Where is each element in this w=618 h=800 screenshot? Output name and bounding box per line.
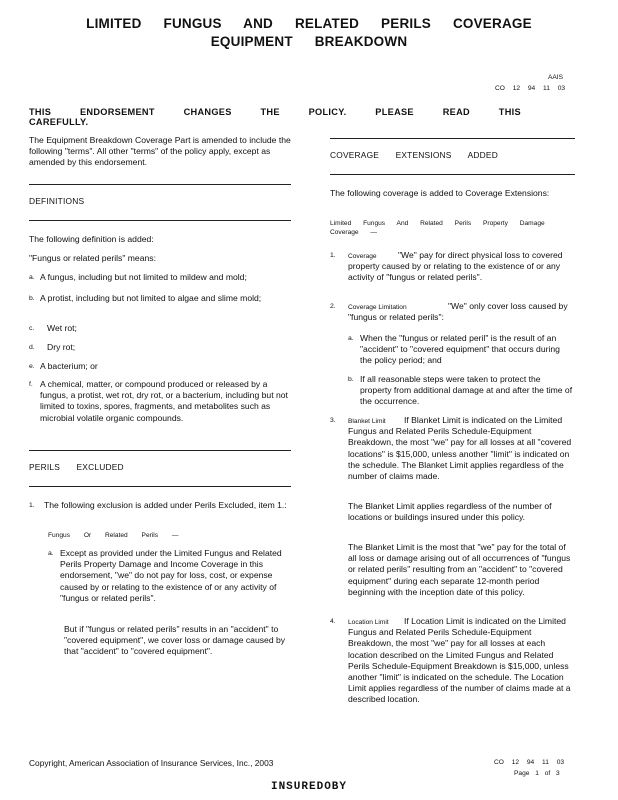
exclusion-marker: 1. [29, 502, 35, 509]
intro-paragraph: The Equipment Breakdown Coverage Part is amended to include the following "terms". All other "terms" of the policy apply, except as amended by this endorsement. [29, 135, 291, 168]
blanket-paragraph-2: The Blanket Limit applies regardless of the number of locations or buildings insured under this policy. [348, 501, 552, 523]
def-marker: f. [29, 381, 33, 388]
blanket-text: If Blanket Limit is indicated on the Limited Fungus and Related Perils Schedule-Equipment Breakdown, the most "we" pay for all losses at all "covered locations" is $15,000, unless another "limit" is indicated on the schedule. The Blanket Limit applies regardless of the number of claims made. [348, 415, 572, 482]
form-number-footer: CO 12 94 11 03 [494, 759, 565, 766]
location-text: If Location Limit is indicated on the Limited Fungus and Related Perils Schedule-Equipment Breakdown, the most "we" pay for all losses at each location described on the Limited Fungus and Related Perils Schedule-Equipment Breakdown is $15,000, unless another "limit" is indicated on the schedule. The Location Limit applies regardless of the number of claims made at a described location. [348, 616, 571, 705]
def-marker: b. [29, 295, 35, 302]
def-marker: d. [29, 344, 35, 351]
coverage-subheading: Limited Fungus And Related Perils Property Damage Coverage — [330, 220, 545, 236]
perils-excluded-heading: PERILS EXCLUDED [29, 462, 124, 472]
def-item: A fungus, including but not limited to mildew and mold; [40, 272, 247, 282]
location-label: Location Limit [348, 619, 389, 626]
coverage-added-text: The following coverage is added to Coverage Extensions: [330, 188, 550, 198]
blanket-paragraph-3: The Blanket Limit is the most that "we" pay for the total of all loss or damage arising out of all occurrences of "fungus or related perils" resulting from an "accident" to "covered equipment" during each separate 12-month period beginning with the inception date of this policy. [348, 542, 571, 597]
form-org: AAIS [548, 74, 564, 81]
coverage-item-label: Coverage Limitation [348, 304, 407, 311]
divider [29, 486, 291, 487]
insured-copy-stamp: INSUREDOBY [270, 781, 347, 793]
coverage-item-text: "We" only cover loss caused by "fungus or related perils": [348, 301, 568, 323]
blanket-label: Blanket Limit [348, 418, 386, 425]
definitions-heading: DEFINITIONS [29, 196, 85, 206]
limitation-a-text: When the "fungus or related peril" is the result of an "accident" to "covered equipment" that occurs during the policy period; and [360, 333, 560, 366]
def-item: Dry rot; [47, 342, 76, 352]
document-title-line2: EQUIPMENT BREAKDOWN [210, 34, 408, 49]
form-number-top: CO 12 94 11 03 [495, 85, 566, 92]
fungus-means-text: "Fungus or related perils" means: [29, 253, 156, 263]
def-marker: e. [29, 363, 35, 370]
endorsement-notice: THIS ENDORSEMENT CHANGES THE POLICY. PLEASE READ THIS CAREFULLY. [29, 107, 521, 127]
divider [29, 450, 291, 451]
limitation-b-marker: b. [348, 376, 354, 383]
divider [330, 174, 575, 175]
definition-added-text: The following definition is added: [29, 234, 154, 244]
def-item: A bacterium; or [40, 361, 98, 371]
divider [29, 184, 291, 185]
document-title-line1: LIMITED FUNGUS AND RELATED PERILS COVERAGE [86, 16, 532, 31]
exclusion-a-text: Except as provided under the Limited Fungus and Related Perils Property Damage and Income Coverage in this endorsement, "we" do not pay for loss, cost, or expense caused by or relating to the existence of or any activity of "fungus or related perils". [60, 548, 282, 603]
copyright-notice: Copyright, American Association of Insurance Services, Inc., 2003 [29, 758, 274, 768]
def-marker: a. [29, 274, 35, 281]
limitation-a-marker: a. [348, 335, 354, 342]
def-marker: c. [29, 325, 35, 332]
def-item: Wet rot; [47, 323, 77, 333]
exclusion-text: The following exclusion is added under Perils Excluded, item 1.: [44, 500, 287, 510]
exclusion-a-continuation: But if "fungus or related perils" results in an "accident" to "covered equipment", we cover loss or damage caused by that "accident" to "covered equipment". [64, 624, 286, 657]
coverage-item-text: "We" pay for direct physical loss to covered property caused by or relating to the existence of or any activity of "fungus or related perils". [348, 250, 563, 283]
limitation-b-text: If all reasonable steps were taken to protect the property from additional damage at and after the time of the occurrence. [360, 374, 573, 407]
exclusion-a-marker: a. [48, 550, 54, 557]
page-indicator: Page 1 of 3 [514, 770, 560, 777]
def-item: A chemical, matter, or compound produced or released by a fungus, a protist, wet rot, dry rot, or a bacterium, including but not limited to toxins, spores, fragments, and metabolites such as microbial volatile organic compounds. [40, 379, 288, 423]
def-item: A protist, including but not limited to algae and slime mold; [40, 293, 262, 303]
coverage-item-label: Coverage [348, 253, 377, 260]
blanket-marker: 3. [330, 417, 336, 424]
location-marker: 4. [330, 618, 336, 625]
divider [29, 220, 291, 221]
coverage-item-marker: 2. [330, 303, 336, 310]
exclusion-subheading: Fungus Or Related Perils — [48, 532, 179, 539]
coverage-item-marker: 1. [330, 252, 336, 259]
divider [330, 138, 575, 139]
coverage-extensions-heading: COVERAGE EXTENSIONS ADDED [330, 150, 498, 160]
